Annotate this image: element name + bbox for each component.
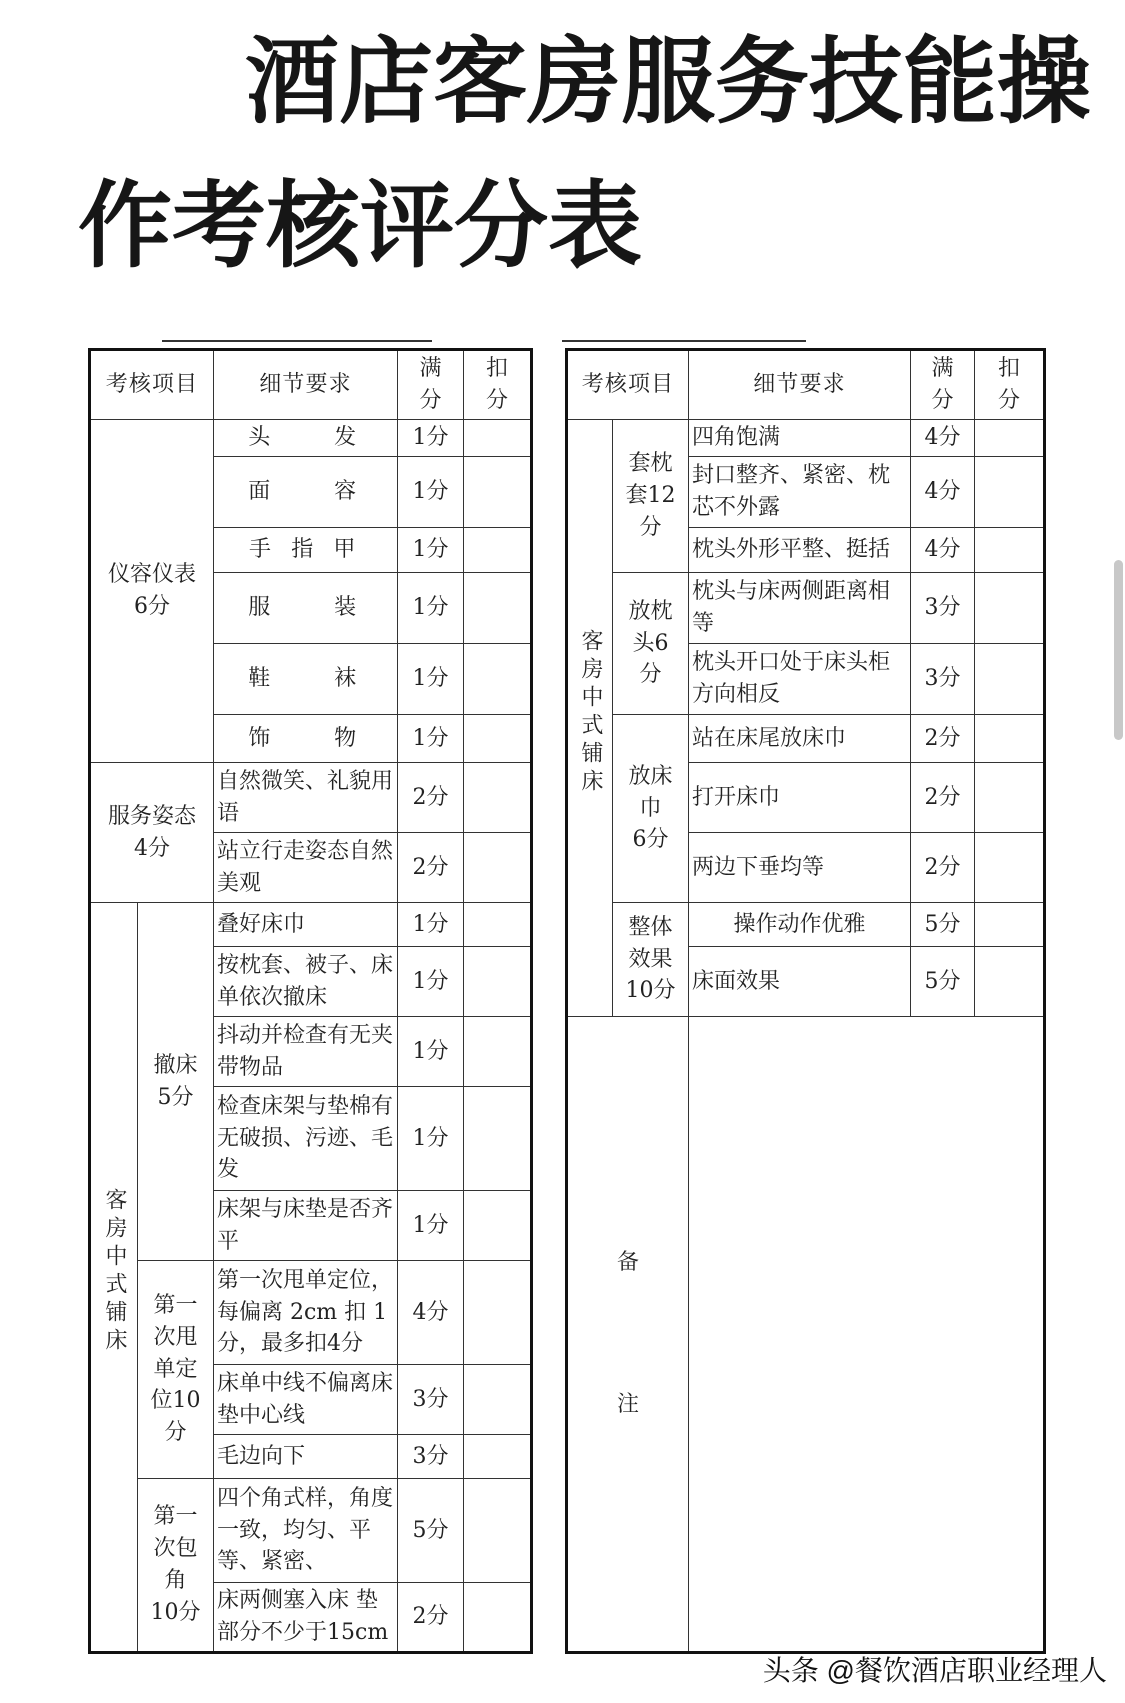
deduct-cell[interactable] [464,1365,532,1435]
score-cell: 3分 [911,644,975,715]
page-title-line-1: 酒店客房服务技能操 [245,28,1092,137]
detail-cell: 手 指 甲 [214,528,398,573]
detail-cell: 枕头开口处于床头柜方向相反 [689,644,911,715]
detail-cell: 站立行走姿态自然美观 [214,833,398,903]
scrollbar[interactable] [1114,560,1123,740]
score-cell: 3分 [911,573,975,644]
sub-place-pillow: 放枕 头6 分 [613,573,689,715]
score-cell: 1分 [398,715,464,763]
detail-cell: 饰 物 [214,715,398,763]
detail-cell: 头 发 [214,420,398,457]
score-cell: 3分 [398,1365,464,1435]
score-cell: 5分 [398,1479,464,1583]
detail-cell: 两边下垂均等 [689,833,911,903]
score-cell: 2分 [911,763,975,833]
detail-cell: 抖动并检查有无夹带物品 [214,1017,398,1087]
detail-cell: 床单中线不偏离床垫中心线 [214,1365,398,1435]
deduct-cell[interactable] [975,644,1045,715]
header-detail: 细节要求 [689,350,911,420]
detail-cell: 四角饱满 [689,420,911,457]
category-bed-making-label: 客房中式铺床 [101,1188,127,1357]
sub-first-sheet-positioning: 第一 次甩 单定 位10 分 [138,1261,214,1479]
sub-place-bed-runner: 放床 巾 6分 [613,715,689,903]
table-header-row [90,350,532,420]
detail-cell: 面 容 [214,457,398,528]
deduct-cell[interactable] [464,763,532,833]
detail-cell: 枕头外形平整、挺括 [689,528,911,573]
remark-char-2: 注 [616,1392,639,1417]
score-cell: 1分 [398,903,464,947]
header-deduct: 扣 分 [464,350,532,420]
table-row [90,763,532,833]
score-cell: 1分 [398,457,464,528]
score-cell: 1分 [398,1087,464,1191]
table-row [90,420,532,457]
score-cell: 2分 [398,763,464,833]
detail-cell: 枕头与床两侧距离相等 [689,573,911,644]
header-deduct: 扣 分 [975,350,1045,420]
table-row [90,1261,532,1365]
deduct-cell[interactable] [464,1087,532,1191]
deduct-cell[interactable] [975,903,1045,947]
score-cell: 4分 [398,1261,464,1365]
remark-char-1: 备 [616,1250,639,1276]
score-cell: 1分 [398,573,464,644]
score-cell: 5分 [911,947,975,1017]
detail-cell: 打开床巾 [689,763,911,833]
deduct-cell[interactable] [975,573,1045,644]
score-cell: 1分 [398,947,464,1017]
decorative-line-right [562,340,806,342]
deduct-cell[interactable] [464,833,532,903]
category-service-posture: 服务姿态 4分 [90,763,214,903]
category-appearance: 仪容仪表 6分 [90,420,214,763]
deduct-cell[interactable] [464,1017,532,1087]
deduct-cell[interactable] [464,420,532,457]
table-header-row [567,350,1045,420]
decorative-line-left [162,340,432,342]
score-cell: 1分 [398,644,464,715]
detail-cell: 鞋 袜 [214,644,398,715]
table-row [90,903,532,947]
deduct-cell[interactable] [464,528,532,573]
detail-cell: 封口整齐、紧密、枕芯不外露 [689,457,911,528]
header-item: 考核项目 [90,350,214,420]
header-detail: 细节要求 [214,350,398,420]
header-full-score: 满 分 [398,350,464,420]
remark-row [567,1017,1045,1653]
deduct-cell[interactable] [464,715,532,763]
sub-pillowcase: 套枕 套12 分 [613,420,689,573]
table-row [90,1479,532,1583]
detail-cell: 叠好床巾 [214,903,398,947]
detail-cell: 站在床尾放床巾 [689,715,911,763]
sub-first-corner-wrap: 第一 次包 角 10分 [138,1479,214,1653]
category-bed-making [90,903,138,1653]
deduct-cell[interactable] [975,763,1045,833]
sub-overall-effect: 整体 效果 10分 [613,903,689,1017]
remark-label [567,1017,689,1653]
deduct-cell[interactable] [464,903,532,947]
score-cell: 5分 [911,903,975,947]
category-bed-making [567,420,613,1017]
score-cell: 1分 [398,1191,464,1261]
score-cell: 4分 [911,420,975,457]
table-row [567,715,1045,763]
score-cell: 1分 [398,528,464,573]
score-cell: 1分 [398,420,464,457]
score-cell: 4分 [911,528,975,573]
detail-cell: 毛边向下 [214,1435,398,1479]
table-row [567,903,1045,947]
deduct-cell[interactable] [464,1191,532,1261]
score-cell: 2分 [398,1583,464,1653]
footer-watermark: 头条 @餐饮酒店职业经理人 [762,1655,1107,1686]
score-cell: 2分 [911,833,975,903]
deduct-cell[interactable] [975,833,1045,903]
remark-content[interactable] [689,1017,1045,1653]
deduct-cell[interactable] [464,1261,532,1365]
deduct-cell[interactable] [464,1479,532,1583]
detail-cell: 按枕套、被子、床单依次撤床 [214,947,398,1017]
table-row [567,420,1045,457]
detail-cell: 床两侧塞入床 垫部分不少于15cm [214,1583,398,1653]
deduct-cell[interactable] [464,1435,532,1479]
detail-cell: 床架与床垫是否齐平 [214,1191,398,1261]
deduct-cell[interactable] [975,457,1045,528]
deduct-cell[interactable] [464,947,532,1017]
header-full-score: 满 分 [911,350,975,420]
score-cell: 4分 [911,457,975,528]
score-cell: 3分 [398,1435,464,1479]
deduct-cell[interactable] [975,947,1045,1017]
detail-cell: 操作动作优雅 [689,903,911,947]
category-bed-making-label: 客房中式铺床 [577,629,603,798]
deduct-cell[interactable] [975,528,1045,573]
detail-cell: 床面效果 [689,947,911,1017]
detail-cell: 第一次甩单定位，每偏离 2cm 扣 1 分，最多扣4分 [214,1261,398,1365]
score-cell: 1分 [398,1017,464,1087]
deduct-cell[interactable] [464,644,532,715]
deduct-cell[interactable] [975,420,1045,457]
score-cell: 2分 [398,833,464,903]
detail-cell: 四个角式样，角度一致，均匀、平等、紧密、 [214,1479,398,1583]
right-score-table [565,348,1046,1654]
deduct-cell[interactable] [464,573,532,644]
left-score-table [88,348,533,1654]
deduct-cell[interactable] [975,715,1045,763]
detail-cell: 检查床架与垫棉有无破损、污迹、毛发 [214,1087,398,1191]
detail-cell: 自然微笑、礼貌用语 [214,763,398,833]
header-item: 考核项目 [567,350,689,420]
table-row [567,573,1045,644]
deduct-cell[interactable] [464,1583,532,1653]
detail-cell: 服 装 [214,573,398,644]
sub-strip-bed: 撤床 5分 [138,903,214,1261]
page-title-line-2: 作考核评分表 [78,172,643,281]
deduct-cell[interactable] [464,457,532,528]
score-cell: 2分 [911,715,975,763]
